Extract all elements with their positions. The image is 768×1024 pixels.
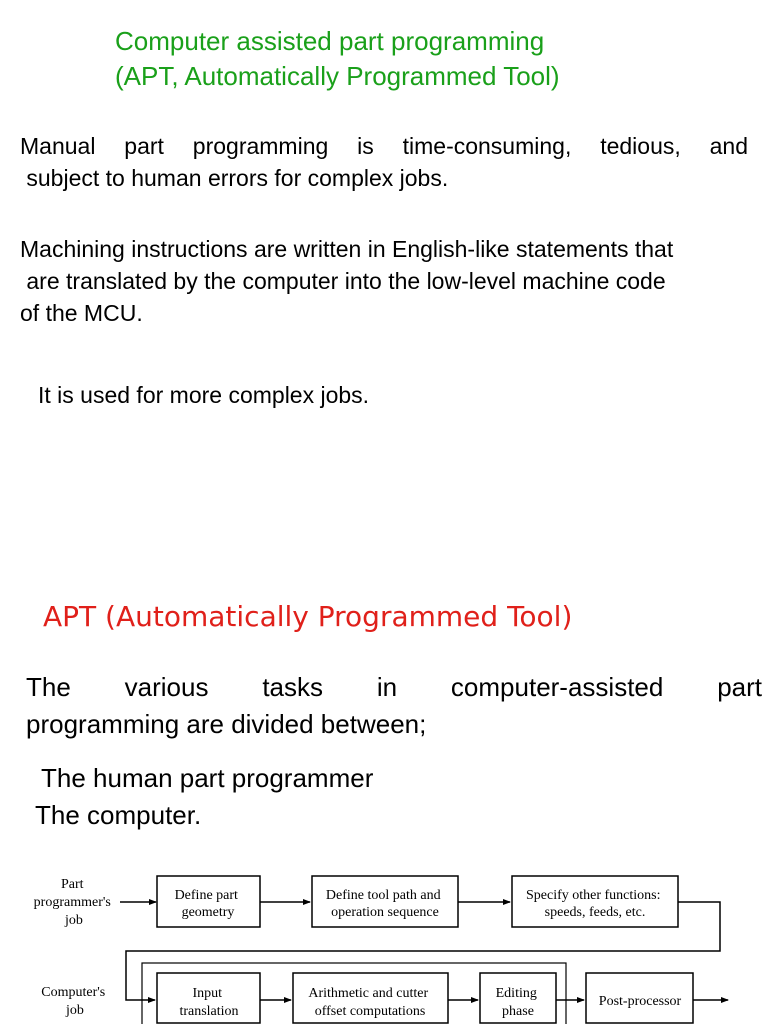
- svg-text:Define part geometry: Define part geometry: [174, 888, 238, 920]
- box-other-functions: [512, 876, 678, 927]
- slide1-title-line2: (APT, Automatically Programmed Tool): [115, 61, 560, 91]
- slide1-title-line1: Computer assisted part programming: [115, 26, 545, 56]
- tasks-intro-line1: The various tasks in computer-assisted part: [26, 672, 762, 702]
- svg-text:Editing phase: Editing phase: [495, 986, 537, 1019]
- row2-label: Computer's job: [41, 985, 106, 1018]
- apt-heading: APT (Automatically Programmed Tool): [43, 600, 573, 633]
- paragraph-manual-line1: Manual part programming is time-consuming, tedious, and: [20, 133, 748, 159]
- paragraph-manual: [20, 130, 748, 194]
- paragraph-machining: [20, 233, 748, 329]
- box-arithmetic: [293, 973, 448, 1023]
- tasks-intro: [26, 669, 762, 743]
- box-tool-path: [312, 876, 458, 927]
- svg-text:Arithmetic and cutter of: Arithmetic and cutter offset computations: [308, 986, 429, 1019]
- list-item-computer: The computer.: [35, 800, 202, 830]
- svg-text:Define tool path and ope: Define tool path and operation sequence: [325, 888, 441, 920]
- tasks-intro-line2: programming are divided between;: [26, 709, 427, 739]
- slide1-title: [115, 24, 560, 94]
- paragraph-machining-line1: Machining instructions are written in English-like statements that: [20, 236, 674, 262]
- row1-label: Part programmer's job: [33, 877, 111, 928]
- svg-text:Input translation: Input translation: [179, 986, 239, 1019]
- paragraph-complex-jobs: It is used for more complex jobs.: [38, 382, 370, 408]
- paragraph-manual-line2: subject to human errors for complex jobs.: [20, 165, 449, 191]
- box-postprocessor: [586, 973, 693, 1023]
- svg-text:Post-processor: Post-processor: [598, 994, 682, 1009]
- list-item-human: The human part programmer: [41, 763, 374, 793]
- box-define-geometry: [157, 876, 260, 927]
- svg-text:Specify other functions:: Specify other functions: speeds, feeds, etc.: [525, 888, 661, 920]
- paragraph-machining-line3: of the MCU.: [20, 300, 143, 326]
- box-input-translation: [157, 973, 260, 1023]
- box-editing: [480, 973, 556, 1023]
- apt-flow-diagram: [0, 860, 768, 1024]
- paragraph-machining-line2: are translated by the computer into the low-level machine code: [20, 268, 666, 294]
